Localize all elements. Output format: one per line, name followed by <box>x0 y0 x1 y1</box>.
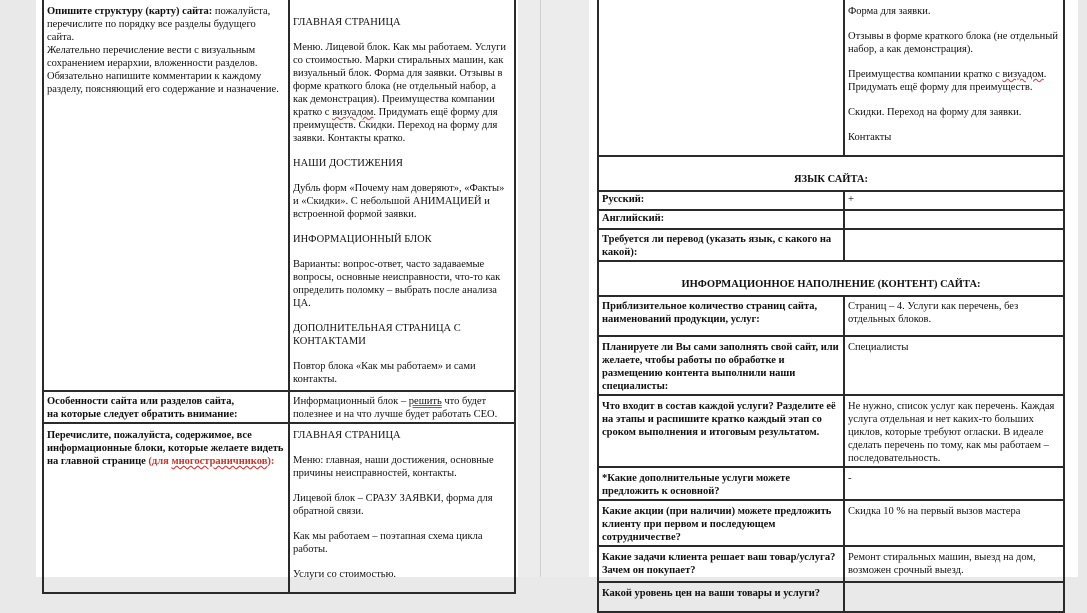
table-row <box>598 336 1064 395</box>
answer-cell[interactable] <box>844 0 1064 156</box>
section-heading: НАШИ ДОСТИЖЕНИЯ <box>293 158 403 169</box>
answer-paragraph: Варианты: вопрос-ответ, часто задаваемые вопросы, основные неисправности, что-то как определить поломку – выбрать после анализа ЦА. <box>293 259 501 309</box>
table-row <box>43 423 515 593</box>
spellcheck-word: визуадом <box>332 107 374 118</box>
question-cell: Какие задачи клиента решает ваш товар/услуга? Зачем он покупает? <box>598 546 844 582</box>
document-page-right <box>589 0 1078 599</box>
answer-paragraph: Скидки. Переход на форму для заявки. <box>848 107 1022 118</box>
answer-cell[interactable] <box>289 423 515 593</box>
page-gap <box>518 0 589 577</box>
question-cell: Что входит в состав каждой услуги? Разделите её на этапы и распишите кратко каждый этап со сроком выполнения и итоговым результатом. <box>598 395 844 467</box>
question-text: Желательно перечисление вести с визуальным сохранением иерархии, вложенности разделов. <box>47 45 258 69</box>
question-cell: Какие акции (при наличии) можете предложить клиенту при первом и последующем сотрудничестве? <box>598 500 844 546</box>
question-cell: *Какие дополнительные услуги можете предложить к основной? <box>598 467 844 500</box>
section-header-language: ЯЗЫК САЙТА: <box>598 156 1064 191</box>
section-heading: ИНФОРМАЦИОННЫЙ БЛОК <box>293 234 432 245</box>
question-cell: Русский: <box>598 191 844 210</box>
answer-paragraph: Как мы работаем – поэтапная схема цикла работы. <box>293 531 483 555</box>
question-text: пожалуйста, перечислите по порядку все разделы будущего сайта. <box>47 6 271 43</box>
spellcheck-word: визуадом <box>1002 69 1044 80</box>
answer-cell[interactable] <box>844 229 1064 261</box>
table-row <box>598 191 1064 210</box>
section-heading: ГЛАВНАЯ СТРАНИЦА <box>293 430 401 441</box>
table-row <box>598 261 1064 296</box>
table-row <box>598 500 1064 546</box>
answer-cell[interactable]: Страниц – 4. Услуги как перечень, без отдельных блоков. <box>844 296 1064 336</box>
section-heading: ДОПОЛНИТЕЛЬНАЯ СТРАНИЦА С КОНТАКТАМИ <box>293 323 461 347</box>
answer-cell[interactable] <box>289 0 515 391</box>
table-row <box>598 229 1064 261</box>
question-cell: Планируете ли Вы сами заполнять свой сайт, или желаете, чтобы работы по обработке и размещению контента выполнили наши специалисты: <box>598 336 844 395</box>
table-row <box>43 391 515 423</box>
content-brief-table <box>597 0 1065 613</box>
answer-paragraph: Услуги со стоимостью. <box>293 569 397 580</box>
answer-paragraph: Дубль форм «Почему нам доверяют», «Факты» и «Скидки». С небольшой АНИМАЦИЕЙ и встроенной формой заявки. <box>293 183 505 220</box>
spellcheck-word: многостраничников <box>171 456 268 467</box>
question-bold: Опишите структуру (карту) сайта: <box>47 6 213 17</box>
answer-paragraph: Повтор блока «Как мы работаем» и сами контакты. <box>293 361 476 385</box>
question-text: Обязательно напишите комментарии к каждому разделу, поясняющий его содержание и назначение. <box>47 71 279 95</box>
answer-cell[interactable]: + <box>844 191 1064 210</box>
table-row <box>598 582 1064 612</box>
answer-paragraph: Форма для заявки. <box>848 6 931 17</box>
answer-paragraph: Меню. Лицевой блок. Как мы работаем. Услуги со стоимостью. Марки стиральных машин, как визуальный блок. Форма для заявки. Отзывы в форме краткого блока (не отдельный набор, а как демонстрация). Преимущества компании кратко с визуадом. Придумать ещё форму для преимуществ. Скидки. Переход на форму для заявки. Контакты кратко. <box>293 42 507 144</box>
table-row <box>598 0 1064 156</box>
table-row <box>43 0 515 391</box>
question-cell: Требуется ли перевод (указать язык, с какого на какой): <box>598 229 844 261</box>
answer-paragraph: Лицевой блок – СРАЗУ ЗАЯВКИ, форма для обратной связи. <box>293 493 493 517</box>
answer-cell[interactable]: Специалисты <box>844 336 1064 395</box>
answer-cell[interactable]: - <box>844 467 1064 500</box>
table-row <box>598 467 1064 500</box>
answer-paragraph: Отзывы в форме краткого блока (не отдельный набор, а как демонстрация). <box>848 31 1058 55</box>
section-heading: ГЛАВНАЯ СТРАНИЦА <box>293 17 401 28</box>
answer-cell[interactable] <box>844 582 1064 612</box>
answer-paragraph: Преимущества компании кратко с визуадом. Придумать ещё форму для преимуществ. <box>848 69 1047 93</box>
question-cell <box>598 0 844 156</box>
table-row <box>598 210 1064 229</box>
answer-paragraph: Контакты <box>848 132 892 143</box>
site-structure-table <box>42 0 516 594</box>
table-row <box>598 296 1064 336</box>
document-page-left <box>36 0 518 580</box>
question-cell: Английский: <box>598 210 844 229</box>
page-divider <box>540 0 541 577</box>
answer-cell[interactable]: Скидка 10 % на первый вызов мастера <box>844 500 1064 546</box>
question-cell: Перечислите, пожалуйста, содержимое, все информационные блоки, которые желаете видеть на главной странице (для многостраничников): <box>43 423 289 593</box>
question-cell <box>43 0 289 391</box>
section-header-content: ИНФОРМАЦИОННОЕ НАПОЛНЕНИЕ (КОНТЕНТ) САЙТА: <box>598 261 1064 296</box>
grammar-word: решить <box>408 396 442 407</box>
table-row <box>598 395 1064 467</box>
answer-cell[interactable]: Ремонт стиральных машин, выезд на дом, возможен срочный выезд. <box>844 546 1064 582</box>
question-cell: Приблизительное количество страниц сайта, наименований продукции, услуг: <box>598 296 844 336</box>
question-cell: Какой уровень цен на ваши товары и услуги? <box>598 582 844 612</box>
answer-cell[interactable]: Не нужно, список услуг как перечень. Каждая услуга отдельная и нет каких-то больших циклов, которые требуют огласки. В идеале сделать перечень по тому, как мы работаем – последовательность. <box>844 395 1064 467</box>
question-cell: Особенности сайта или разделов сайта, на которые следует обратить внимание: <box>43 391 289 423</box>
answer-cell[interactable] <box>844 210 1064 229</box>
answer-paragraph: Меню: главная, наши достижения, основные причины неисправностей, контакты. <box>293 455 494 479</box>
answer-cell[interactable]: Информационный блок – решить что будет полезнее и на что лучше будет работать СЕО. <box>289 391 515 423</box>
table-row <box>598 546 1064 582</box>
table-row <box>598 156 1064 191</box>
